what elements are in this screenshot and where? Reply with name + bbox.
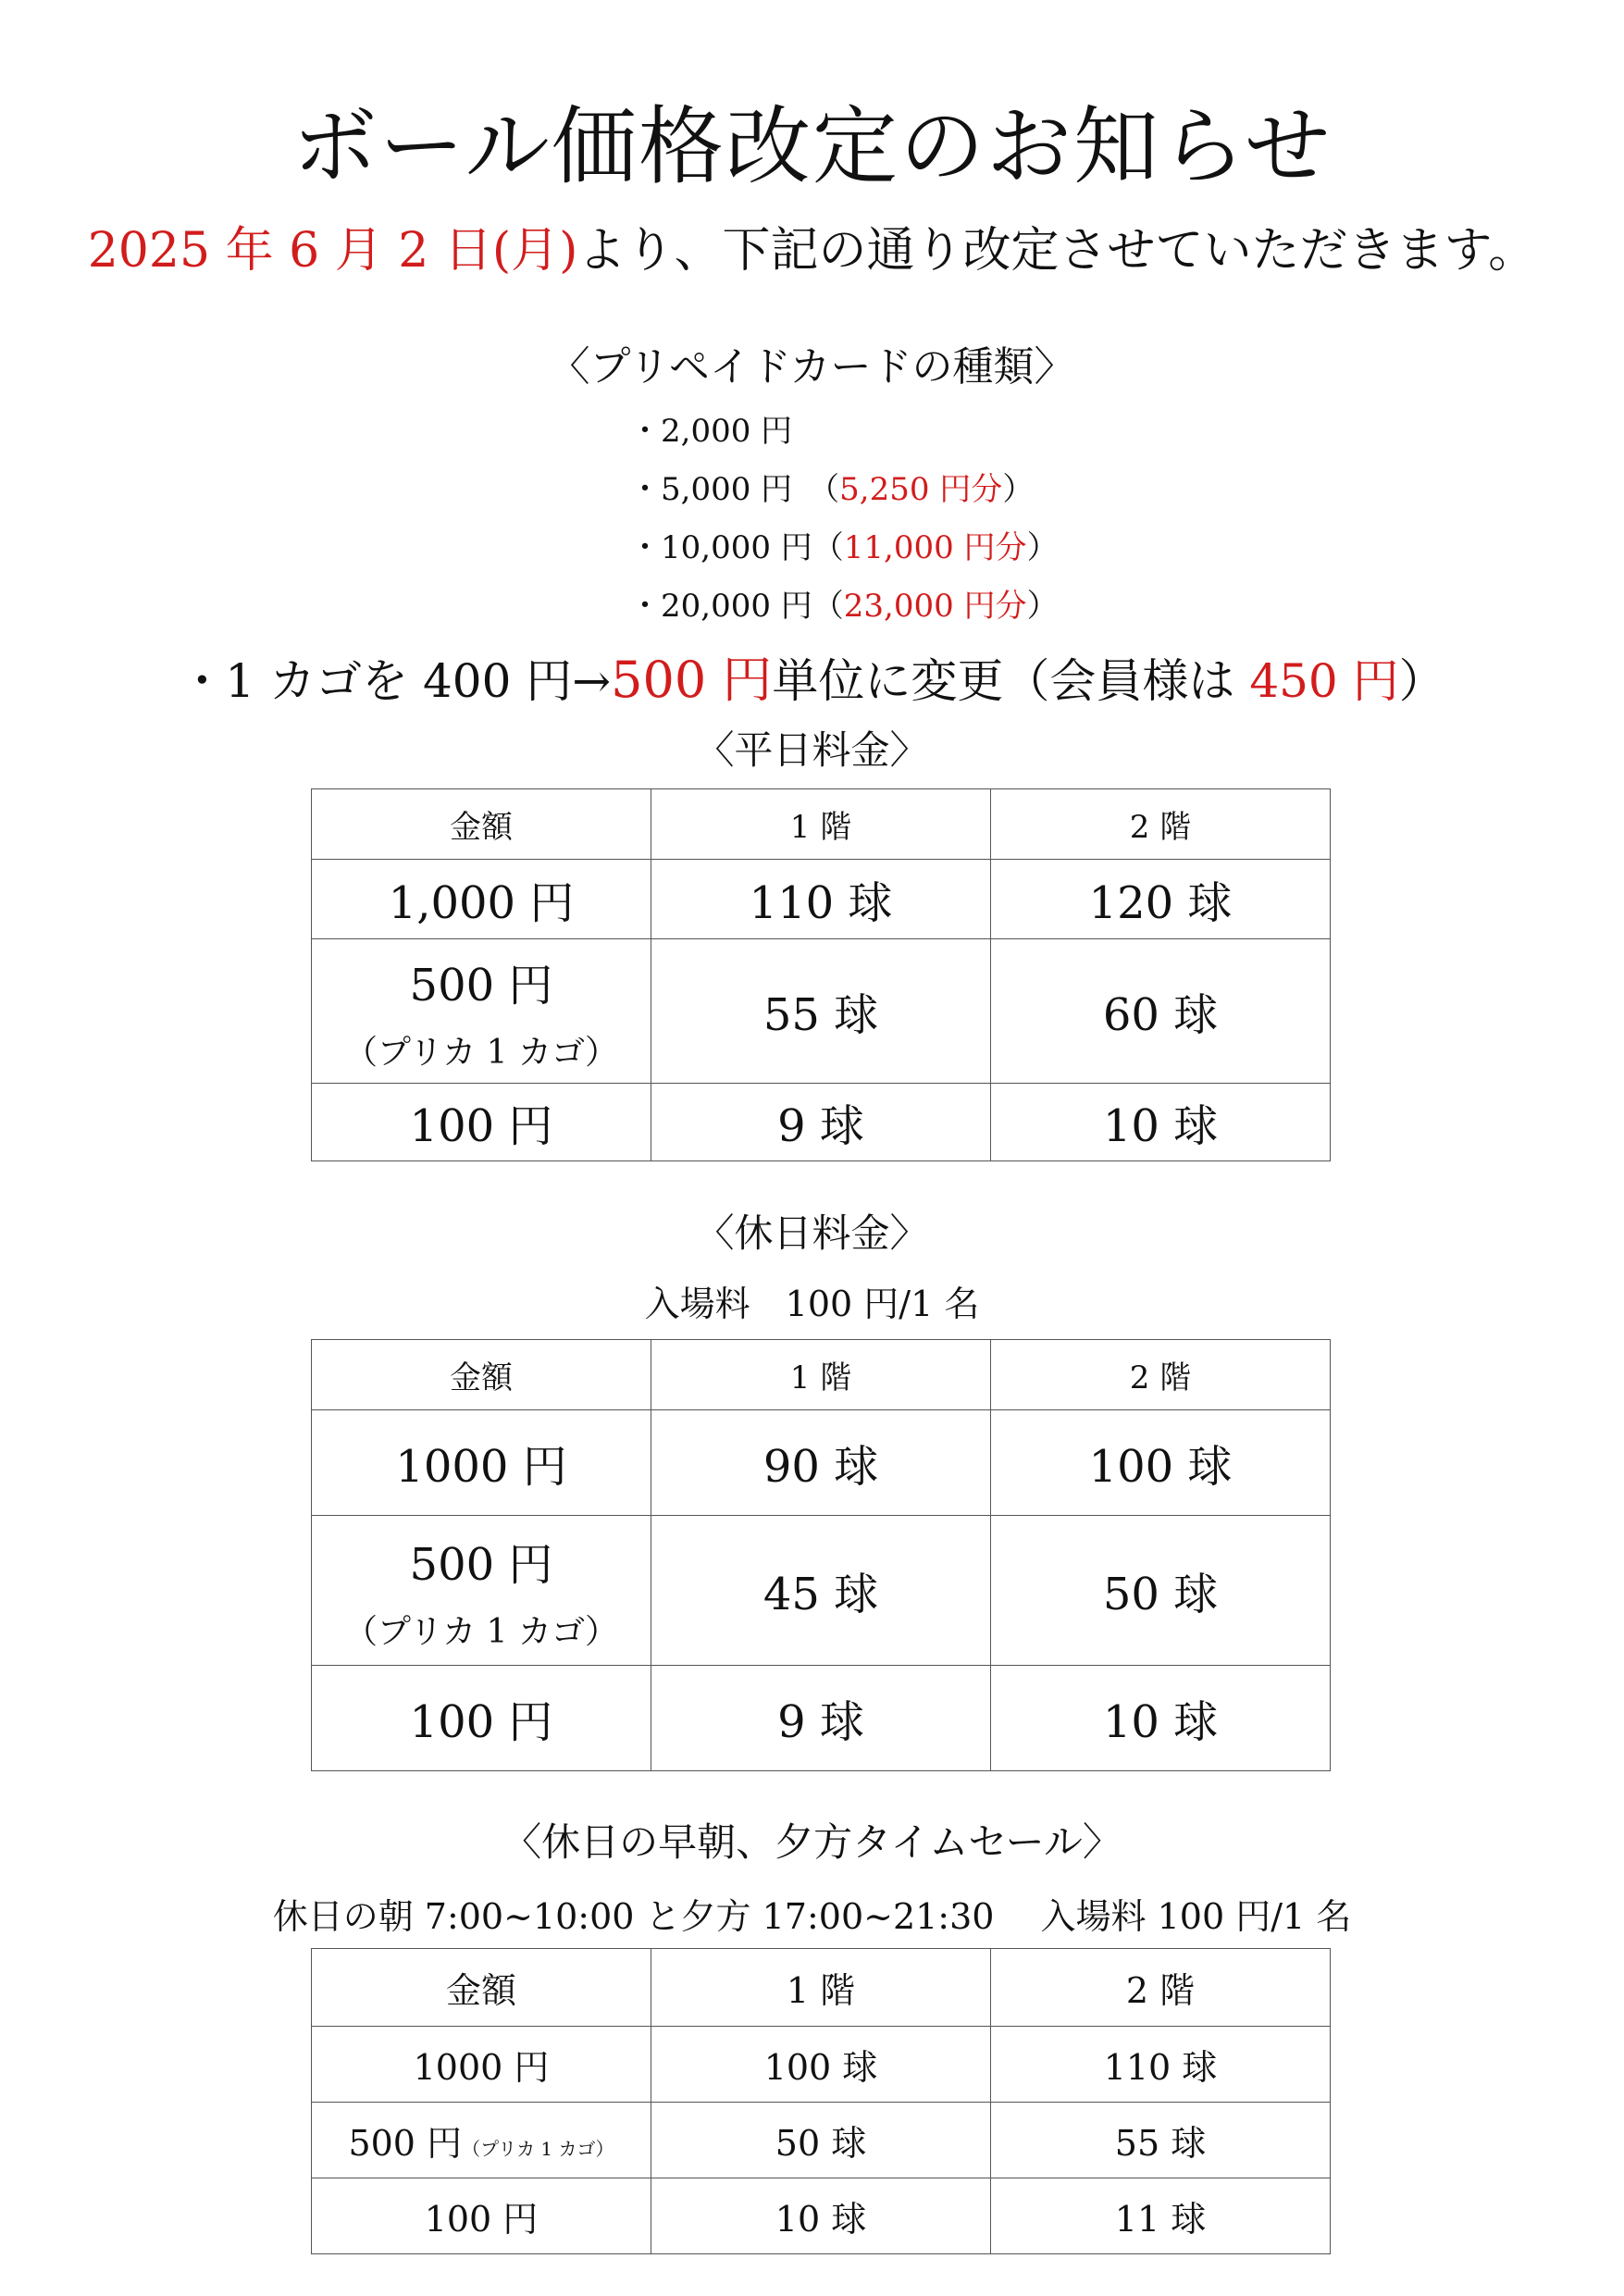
table-row — [312, 1516, 1331, 1666]
amount-cell: 1000 円 — [312, 1410, 651, 1516]
floor1-cell: 50 球 — [651, 2103, 991, 2178]
table-header-row — [312, 789, 1331, 860]
column-header-amount: 金額 — [312, 1340, 651, 1410]
floor2-cell: 10 球 — [991, 1084, 1331, 1161]
prepaid-bonus: 5,250 円分 — [839, 471, 1003, 508]
basket-middle: 単位に変更（会員様は — [772, 654, 1250, 708]
amount-value: 500 円 — [348, 2123, 463, 2164]
prepaid-price: ・10,000 円 — [629, 529, 812, 566]
floor1-cell: 10 球 — [651, 2178, 991, 2254]
floor2-cell: 50 球 — [991, 1516, 1331, 1666]
prepaid-item: ・20,000 円（23,000 円分） — [629, 588, 1059, 625]
amount-cell: 1000 円 — [312, 2027, 651, 2103]
floor1-cell: 110 球 — [651, 860, 991, 939]
amount-note: （プリカ 1 カゴ） — [344, 1033, 618, 1072]
prepaid-price: ・5,000 円 — [629, 471, 793, 508]
column-header-floor1: 1 階 — [651, 1949, 991, 2027]
floor1-cell: 90 球 — [651, 1410, 991, 1516]
amount-cell — [312, 2103, 651, 2178]
prepaid-item — [629, 403, 1059, 461]
floor2-cell: 55 球 — [991, 2103, 1331, 2178]
amount-cell: 1,000 円 — [312, 860, 651, 939]
table-row — [312, 2178, 1331, 2254]
floor1-cell: 45 球 — [651, 1516, 991, 1666]
weekday-price-table — [311, 788, 1331, 1161]
amount-value: 500 円 — [409, 959, 553, 1011]
prepaid-bonus: 23,000 円分 — [843, 588, 1027, 625]
floor2-cell: 11 球 — [991, 2178, 1331, 2254]
column-header-floor1: 1 階 — [651, 1340, 991, 1410]
table-header-row — [312, 1340, 1331, 1410]
prepaid-price: ・2,000 円 — [629, 413, 793, 450]
table-row — [312, 2103, 1331, 2178]
basket-change-notice — [0, 640, 1624, 712]
column-header-floor1: 1 階 — [651, 789, 991, 860]
floor2-cell: 10 球 — [991, 1666, 1331, 1771]
holiday-entry-fee: 入場料 100 円/1 名 — [644, 1284, 980, 1324]
table-row — [312, 2027, 1331, 2103]
table-header-row — [312, 1949, 1331, 2027]
floor1-cell: 9 球 — [651, 1666, 991, 1771]
effective-date: 2025 年 6 月 2 日(月) — [87, 223, 578, 279]
column-header-amount: 金額 — [312, 789, 651, 860]
column-header-floor2: 2 階 — [991, 1340, 1331, 1410]
floor1-cell: 100 球 — [651, 2027, 991, 2103]
effective-notice — [0, 211, 1624, 280]
basket-new-price: 500 円 — [611, 651, 773, 709]
timesale-heading: 〈休日の早朝、夕方タイムセール〉 — [502, 1819, 1122, 1865]
page-title: ボール価格改定のお知らせ — [291, 97, 1333, 196]
amount-note: （プリカ 1 カゴ） — [462, 2138, 614, 2160]
table-row — [312, 1084, 1331, 1161]
basket-prefix: ・1 カゴを 400 円→ — [179, 654, 612, 708]
prepaid-price: ・20,000 円 — [629, 588, 812, 625]
floor2-cell: 60 球 — [991, 939, 1331, 1084]
column-header-amount: 金額 — [312, 1949, 651, 2027]
column-header-floor2: 2 階 — [991, 1949, 1331, 2027]
column-header-floor2: 2 階 — [991, 789, 1331, 860]
table-row — [312, 1666, 1331, 1771]
table-row — [312, 860, 1331, 939]
floor2-cell: 110 球 — [991, 2027, 1331, 2103]
prepaid-bonus: 11,000 円分 — [843, 529, 1027, 566]
amount-note: （プリカ 1 カゴ） — [344, 1612, 618, 1651]
timesale-note: 休日の朝 7:00~10:00 と夕方 17:00~21:30 入場料 100 円/1 名 — [272, 1896, 1352, 1937]
table-row — [312, 939, 1331, 1084]
amount-cell — [312, 1516, 651, 1666]
effective-text: より、下記の通り改定させていただきます。 — [577, 223, 1537, 279]
floor1-cell: 9 球 — [651, 1084, 991, 1161]
prepaid-list — [629, 403, 1059, 636]
holiday-heading: 〈休日料金〉 — [695, 1210, 929, 1256]
amount-cell — [312, 939, 651, 1084]
prepaid-heading: 〈プリペイドカードの種類〉 — [549, 343, 1075, 391]
weekday-heading: 〈平日料金〉 — [695, 727, 929, 773]
floor1-cell: 55 球 — [651, 939, 991, 1084]
timesale-price-table — [311, 1948, 1331, 2254]
floor2-cell: 120 球 — [991, 860, 1331, 939]
holiday-price-table — [311, 1339, 1331, 1771]
amount-cell: 100 円 — [312, 2178, 651, 2254]
basket-member-price: 450 円 — [1249, 654, 1399, 708]
prepaid-item: ・10,000 円（11,000 円分） — [629, 529, 1059, 566]
amount-cell: 100 円 — [312, 1084, 651, 1161]
amount-value: 500 円 — [409, 1538, 553, 1591]
floor2-cell: 100 球 — [991, 1410, 1331, 1516]
table-row — [312, 1410, 1331, 1516]
amount-cell: 100 円 — [312, 1666, 651, 1771]
prepaid-item: ・5,000 円 （5,250 円分） — [629, 471, 1035, 508]
basket-suffix: ） — [1398, 654, 1445, 708]
